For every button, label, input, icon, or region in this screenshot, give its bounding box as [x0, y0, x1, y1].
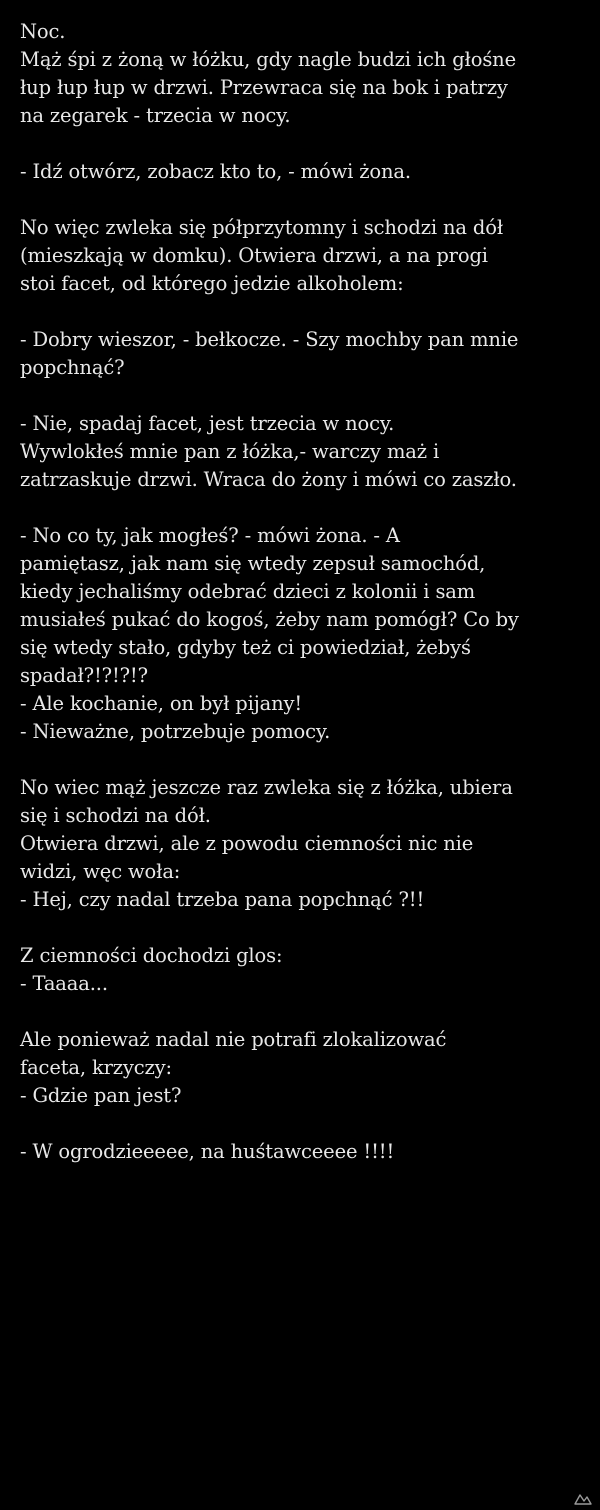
story-text: Noc. Mąż śpi z żoną w łóżku, gdy nagle budzi ich głośne łup łup łup w drzwi. Przewraca się na bok i patrzy na zegarek - trzecia w nocy. - Idź otwórz, zobacz kto to, - mówi żona. No więc zwleka się półprzytomny i schodzi na dół (mieszkają w domku). Otwiera drzwi, a na progi stoi facet, od którego jedzie alkoholem: - Dobry wieszor, - bełkocze. - Szy mochby pan mnie popchnąć? - Nie, spadaj facet, jest trzecia w nocy. Wywlokłeś mnie pan z łóżka,- warczy maż i zatrzaskuje drzwi. Wraca do żony i mówi co zaszło. - No co ty, jak mogłeś? - mówi żona. - A pamiętasz, jak nam się wtedy zepsuł samochód, kiedy jechaliśmy odebrać dzieci z kolonii i sam musiałeś pukać do kogoś, żeby nam pomógł? Co by się wtedy stało, gdyby też ci powiedział, żebyś spadał?!?!?!? - Ale kochanie, on był pijany! - Nieważne, potrzebuje pomocy. No wiec mąż jeszcze raz zwleka się z łóżka, ubiera się i schodzi na dół. Otwiera drzwi, ale z powodu ciemności nic nie widzi, węc woła: - Hej, czy nadal trzeba pana popchnąć ?!! Z ciemności dochodzi glos: - Taaaa... Ale ponieważ nadal nie potrafi zlokalizować faceta, krzyczy: - Gdzie pan jest? - W ogrodzieeeee, na huśtawceeee !!!!	[20, 20, 519, 1163]
site-watermark-icon	[572, 1490, 594, 1508]
